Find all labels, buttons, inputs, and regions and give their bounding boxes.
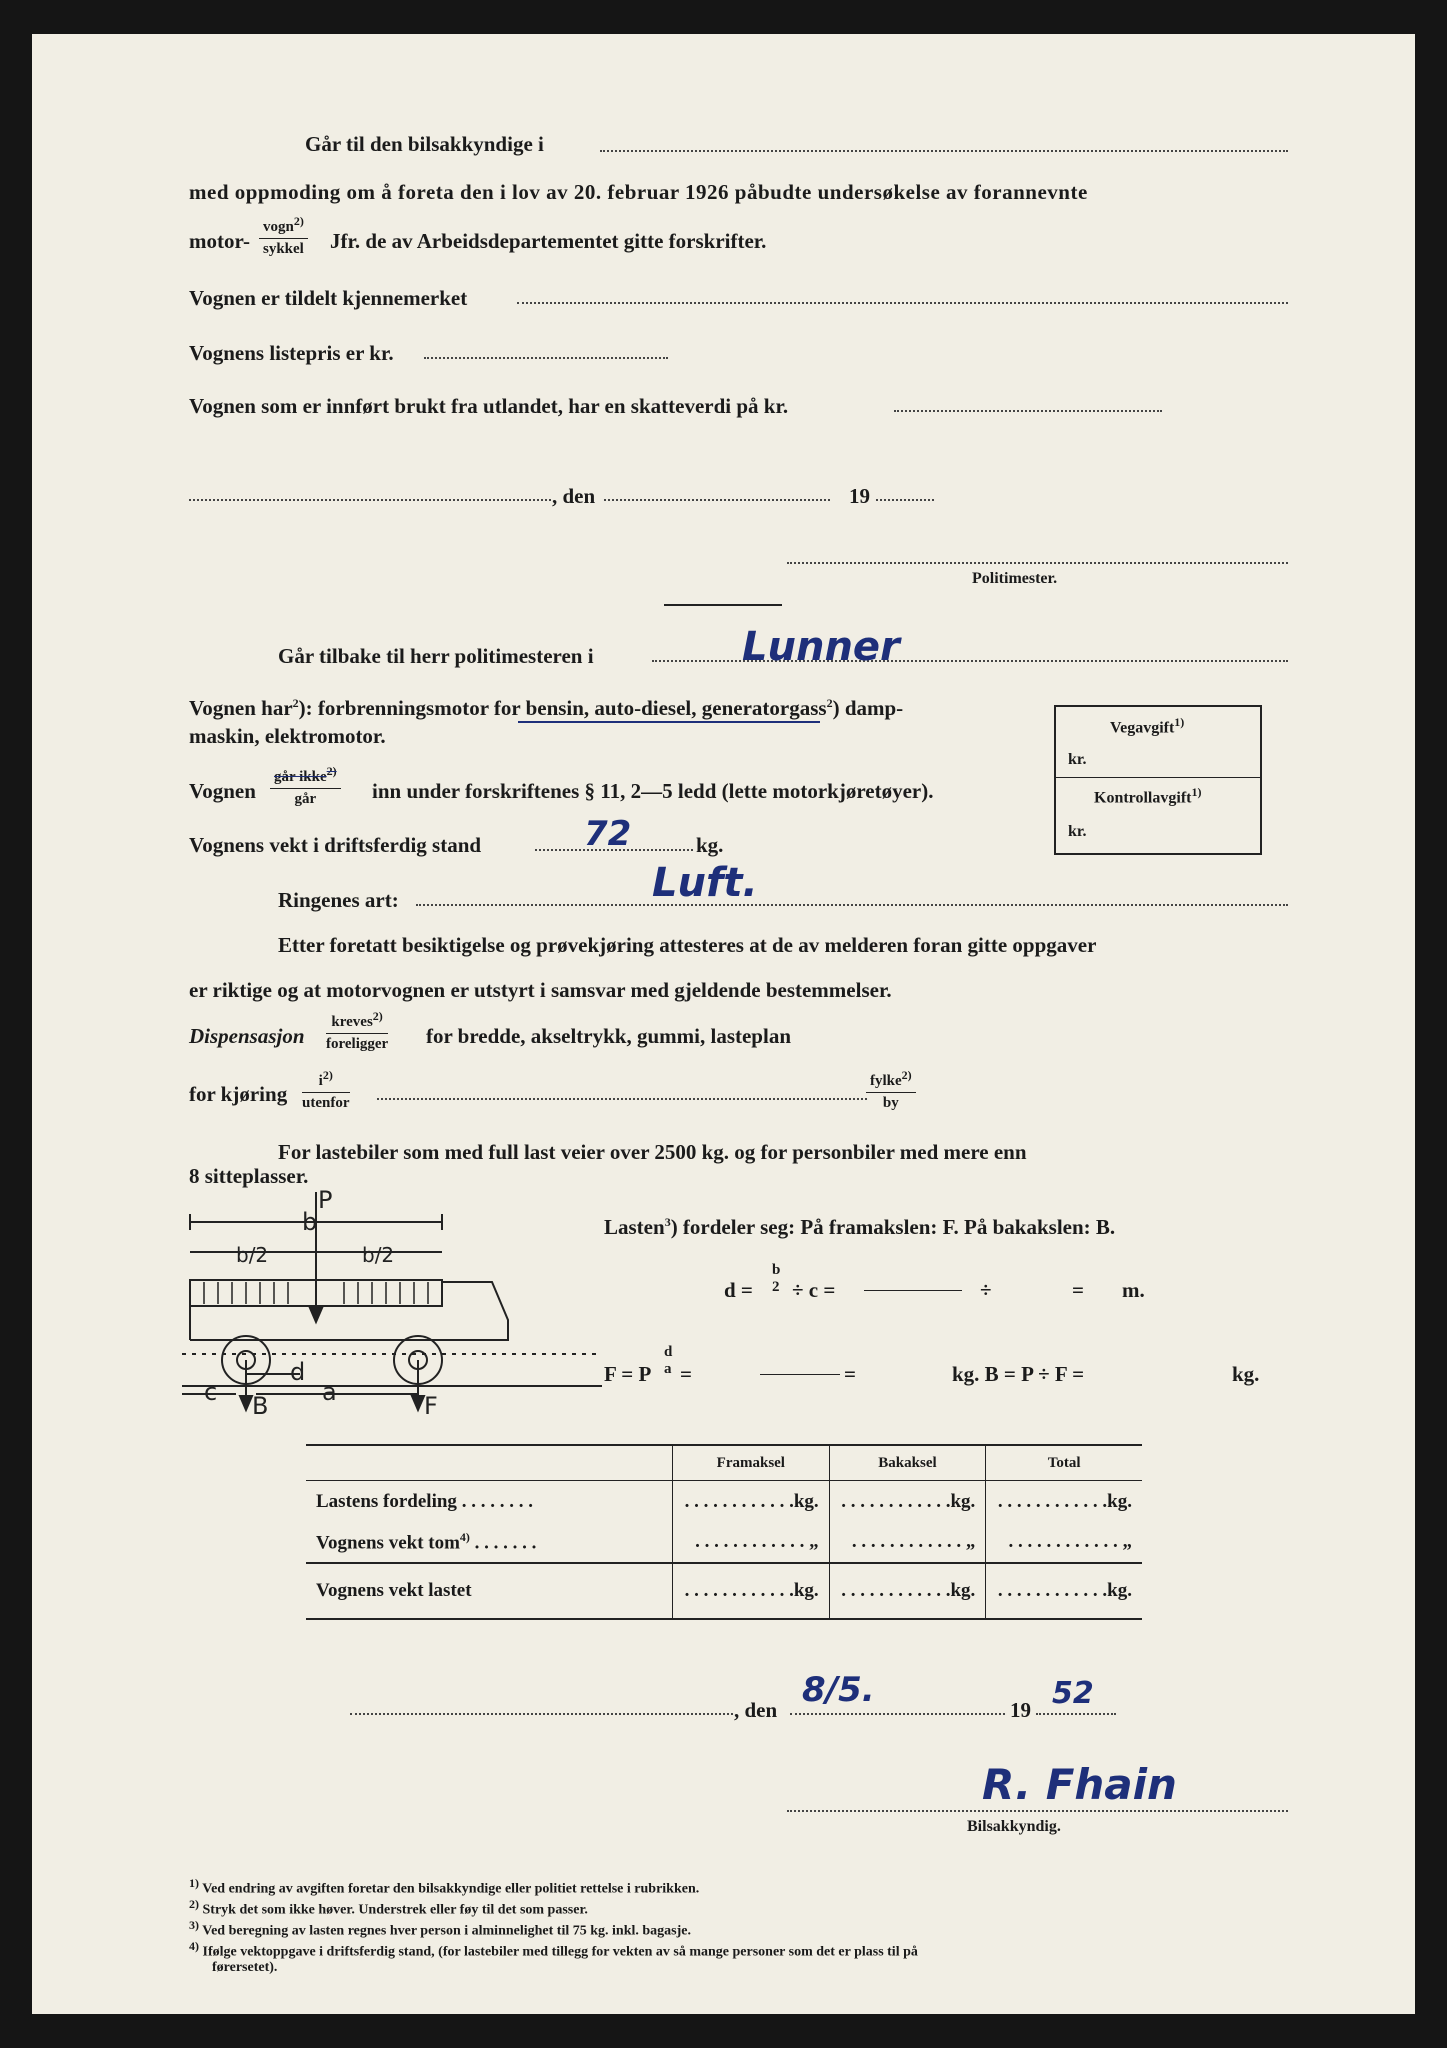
col-framaksel: Framaksel — [673, 1445, 830, 1481]
vogn-sykkel-fraction: vogn$^{2)}$ sykkel — [259, 214, 308, 258]
ringenes-label: Ringenes art: — [278, 888, 399, 912]
vekt-handwriting: 72 — [584, 814, 632, 854]
table-cell[interactable]: . . . . . . . . . . . .kg. — [673, 1481, 830, 1523]
place-handwriting: Lunner — [742, 624, 900, 670]
table-cell[interactable]: . . . . . . . . . . . .kg. — [673, 1563, 830, 1619]
formula-F-eq2: = — [844, 1362, 856, 1386]
load-table — [306, 1444, 1142, 1620]
formula-B-label: kg. B = P ÷ F = — [952, 1362, 1085, 1386]
bottom-place-field[interactable] — [350, 1713, 733, 1715]
kjennemerke-label: Vognen er tildelt kjennemerket — [189, 286, 468, 310]
formula-F-eq: = — [680, 1362, 692, 1386]
footnote-4: $^{4)}$ Ifølge vektoppgave i driftsferdig stand, (for lastebiler med tillegg for vekten av så mange personer som det er plass til på — [189, 1939, 918, 1960]
gar-tilbake-label: Går tilbake til herr politimesteren i — [278, 644, 594, 668]
underline-ink — [518, 721, 820, 723]
formula-d-label: d = — [724, 1278, 753, 1302]
formula-blank-1 — [864, 1290, 962, 1291]
footnote-4-cont: førersetet). — [212, 1960, 278, 1975]
table-cell[interactable]: . . . . . . . . . . . .kg. — [986, 1563, 1142, 1619]
formula-d-rest: ÷ c = — [792, 1278, 836, 1302]
bottom-19-label: 19 — [1010, 1698, 1031, 1722]
footnote-2: $^{2)}$ Stryk det som ikke høver. Understrek eller føy til det som passer. — [189, 1897, 588, 1918]
place-field[interactable] — [189, 499, 551, 501]
motor-prefix: motor- — [189, 229, 251, 253]
col-bakaksel: Bakaksel — [829, 1445, 986, 1481]
row-label-lastens: Lastens fordeling . . . . . . . . — [316, 1490, 533, 1512]
vegavgift-kr: kr. — [1068, 751, 1087, 768]
kontrollavgift-kr: kr. — [1068, 823, 1087, 840]
diagram-label-b2-right: b/2 — [362, 1243, 395, 1267]
row-label-lastet: Vognens vekt lastet — [316, 1579, 472, 1601]
listepris-field[interactable] — [424, 357, 668, 359]
kreves-fraction: kreves$^{2)}$ foreligger — [326, 1009, 389, 1052]
vognen-har-text: Vognen har$^2$): forbrenningsmotor for bensin, auto-diesel, generatorgass$^2$) damp- — [189, 696, 904, 720]
forskrift-text: inn under forskriftenes § 11, 2—5 ledd (lette motorkjøretøyer). — [372, 779, 934, 803]
vognen-gar-label: Vognen — [189, 779, 256, 803]
diagram-label-B: B — [252, 1392, 269, 1414]
fylke-by-fraction: fylke$^{2)}$ by — [866, 1068, 916, 1112]
formula-div: ÷ — [980, 1278, 992, 1302]
table-cell[interactable]: . . . . . . . . . . . . „ — [986, 1523, 1142, 1563]
attest-line2: er riktige og at motorvognen er utstyrt i samsvar med gjeldende bestemmelser. — [189, 978, 892, 1002]
diagram-label-b2-left: b/2 — [236, 1243, 269, 1267]
lasten-text: Lasten$^3$) fordeler seg: På framakslen: F. På bakakslen: B. — [604, 1215, 1116, 1239]
formula-b-over-2: b 2 — [772, 1262, 781, 1295]
politimester-label: Politimester. — [972, 570, 1058, 587]
dispensasjon-label: Dispensasjon — [189, 1024, 305, 1048]
bilsakkyndige-field[interactable] — [600, 150, 1288, 152]
kjennemerke-field[interactable] — [517, 302, 1288, 304]
divider — [664, 604, 782, 606]
table-cell[interactable]: . . . . . . . . . . . . „ — [673, 1523, 830, 1563]
formula-F-label: F = P — [604, 1362, 652, 1386]
diagram-label-b: b — [302, 1208, 318, 1236]
ringenes-handwriting: Luft. — [652, 860, 758, 906]
i-utenfor-fraction: $i^{2)}$ utenfor — [302, 1068, 350, 1111]
formula-m: m. — [1122, 1278, 1145, 1302]
table-cell[interactable]: . . . . . . . . . . . . „ — [829, 1523, 986, 1563]
ringenes-field[interactable] — [416, 904, 1288, 906]
formula-eq: = — [1072, 1278, 1084, 1302]
year-field[interactable] — [876, 499, 934, 501]
for-kjoring-label: for kjøring — [189, 1082, 288, 1106]
col-total: Total — [986, 1445, 1142, 1481]
vekt-kg: kg. — [696, 833, 724, 857]
diagram-label-c: c — [204, 1378, 218, 1406]
kjoring-field[interactable] — [377, 1098, 867, 1100]
vegavgift-label: Vegavgift$^{1)}$ — [1110, 715, 1185, 737]
form-page — [32, 34, 1415, 2014]
signature-handwriting: R. Fhain — [982, 1760, 1177, 1809]
diagram-label-P: P — [318, 1186, 333, 1214]
diagram-label-d: d — [290, 1358, 306, 1386]
table-cell[interactable]: . . . . . . . . . . . .kg. — [986, 1481, 1142, 1523]
dispensasjon-text: for bredde, akseltrykk, gummi, lasteplan — [426, 1024, 791, 1048]
formula-B-kg: kg. — [1232, 1362, 1260, 1386]
politimester-signature-field[interactable] — [787, 562, 1288, 564]
formula-d-over-a: d a — [664, 1344, 673, 1377]
footnote-1: $^{1)}$ Ved endring av avgiften foretar den bilsakkyndige eller politiet rettelse i rubrikken. — [189, 1876, 700, 1897]
footnote-3: $^{3)}$ Ved beregning av lasten regnes hver person i alminnelighet til 75 kg. inkl. bagasje. — [189, 1918, 691, 1939]
bottom-year-handwriting: 52 — [1052, 1676, 1094, 1711]
kontrollavgift-label: Kontrollavgift$^{1)}$ — [1094, 785, 1202, 807]
attest-line1: Etter foretatt besiktigelse og prøvekjøring attesteres at de av melderen foran gitte oppgaver — [278, 933, 1097, 957]
date-field[interactable] — [604, 499, 830, 501]
row-label-tom: Vognens vekt tom$^{4)}$ . . . . . . . — [316, 1529, 537, 1554]
bottom-den-label: , den — [734, 1698, 778, 1722]
bottom-date-field[interactable] — [790, 1713, 1005, 1715]
bottom-date-handwriting: 8/5. — [802, 1670, 875, 1710]
oppmoding-text: med oppmoding om å foreta den i lov av 20. februar 1926 påbudte undersøkelse av forannevnte — [189, 180, 1088, 204]
vekt-label: Vognens vekt i driftsferdig stand — [189, 833, 482, 857]
skatteverdi-label: Vognen som er innført brukt fra utlandet, har en skatteverdi på kr. — [189, 394, 789, 418]
table-cell[interactable]: . . . . . . . . . . . .kg. — [829, 1481, 986, 1523]
bilsakkyndig-label: Bilsakkyndig. — [967, 1818, 1061, 1835]
year-prefix: 19 — [849, 484, 870, 508]
listepris-label: Vognens listepris er kr. — [189, 341, 394, 365]
formula-blank-2 — [760, 1374, 840, 1375]
lastebiler-line2: 8 sitteplasser. — [189, 1164, 309, 1188]
maskin-text: maskin, elektromotor. — [189, 724, 386, 748]
skatteverdi-field[interactable] — [894, 410, 1162, 412]
table-cell[interactable]: . . . . . . . . . . . .kg. — [829, 1563, 986, 1619]
jfr-text: Jfr. de av Arbeidsdepartementet gitte forskrifter. — [330, 229, 767, 253]
bottom-year-field[interactable] — [1036, 1713, 1116, 1715]
den-label: , den — [552, 484, 596, 508]
diagram-label-F: F — [424, 1392, 438, 1414]
lastebiler-line1: For lastebiler som med full last veier over 2500 kg. og for personbiler med mere enn — [278, 1140, 1027, 1164]
diagram-label-a: a — [322, 1378, 337, 1406]
gar-til-label: Går til den bilsakkyndige i — [305, 132, 544, 156]
avgift-box — [1054, 705, 1262, 855]
gar-ikke-fraction: går ikke$^{2)}$ går — [270, 764, 341, 808]
bilsakkyndig-signature-field[interactable] — [787, 1810, 1288, 1812]
axle-load-diagram — [182, 1184, 602, 1414]
